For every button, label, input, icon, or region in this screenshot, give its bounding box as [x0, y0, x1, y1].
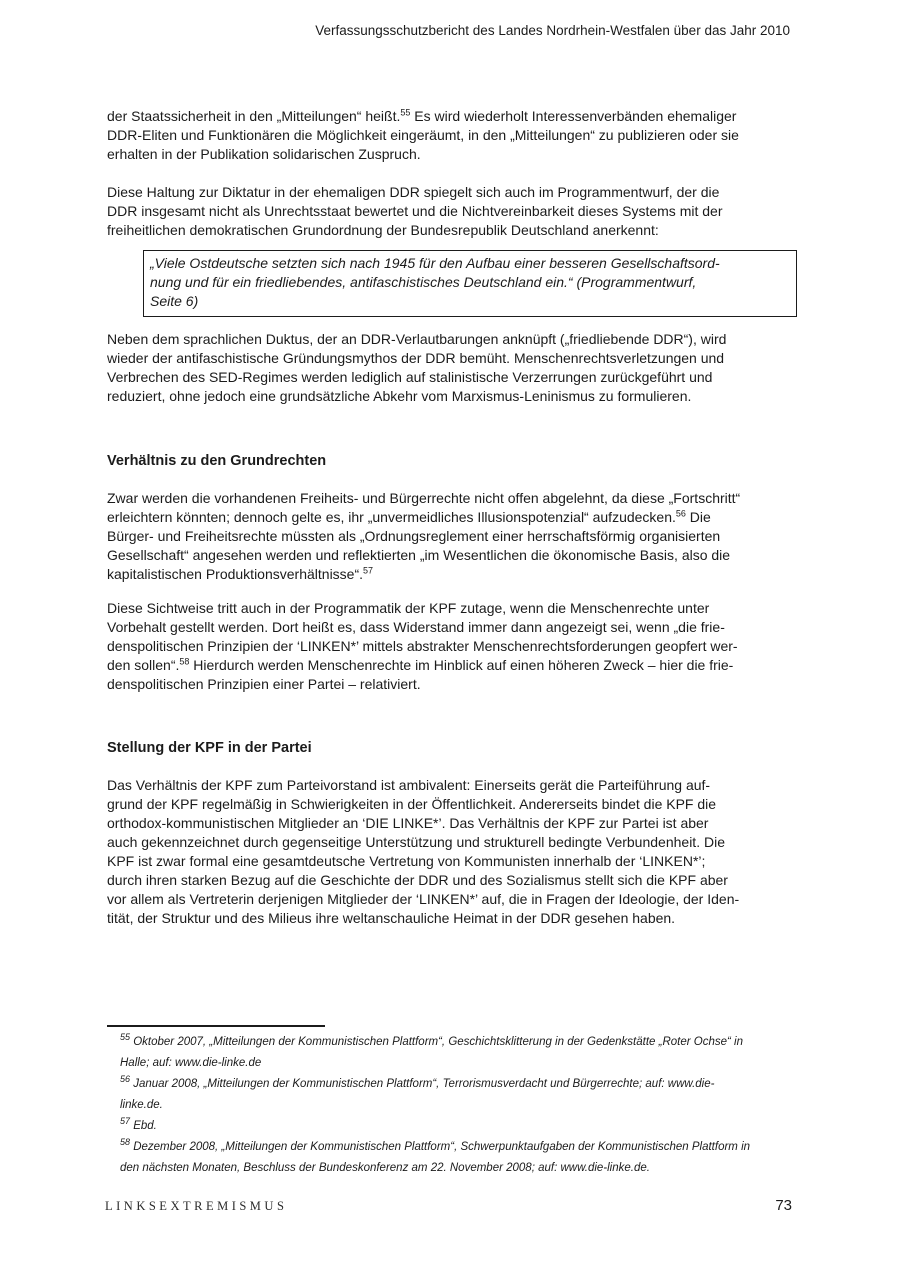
- footnote-marker: 55: [400, 107, 411, 118]
- text-line: denspolitischen Prinzipien der ‘LINKEN*’ mittels abstrakter Menschenrechtsforderungen geopfert wer-: [107, 638, 738, 654]
- text-line: denspolitischen Prinzipien einer Partei – relativiert.: [107, 676, 421, 692]
- text-line: Gesellschaft“ angesehen werden und reflektierten „im Wesentlichen die ökonomische Basis, also die: [107, 547, 731, 563]
- page-number: 73: [775, 1197, 792, 1214]
- text-line: grund der KPF regelmäßig in Schwierigkeiten in der Öffentlichkeit. Andererseits bindet die KPF die: [107, 796, 717, 812]
- text-line: freiheitlichen demokratischen Grundordnung der Bundesrepublik Deutschland anerkennt:: [107, 222, 659, 238]
- text-line: linke.de.: [120, 1099, 163, 1111]
- text-line: orthodox-kommunistischen Mitglieder an ‘DIE LINKE*’. Das Verhältnis der KPF zur Partei ist aber: [107, 815, 709, 831]
- text-line: der Staatssicherheit in den „Mitteilungen“ heißt.$^{55}$ Es wird wiederholt Interessenverbänden ehemaliger: [107, 107, 737, 124]
- text-line: vor allem als Vertreterin derjenigen Mitglieder der ‘LINKEN*’ auf, die in Fragen der Ideologie, der Iden-: [107, 891, 740, 907]
- text-line: reduziert, ohne jedoch eine grundsätzliche Abkehr vom Marxismus-Leninismus zu formulieren.: [107, 388, 692, 404]
- text-line: Neben dem sprachlichen Duktus, der an DDR-Verlautbarungen anknüpft („friedliebende DDR“), wird: [107, 331, 727, 347]
- text-line: Verbrechen des SED-Regimes werden lediglich auf stalinistische Verzerrungen zurückgeführt und: [107, 369, 713, 385]
- text-line: tität, der Struktur und des Milieus ihre weltanschauliche Heimat in der DDR gesehen haben.: [107, 910, 676, 926]
- text-line: Diese Sichtweise tritt auch in der Programmatik der KPF zutage, wenn die Menschenrechte unter: [107, 600, 710, 616]
- section-heading-stellung-kpf: Stellung der KPF in der Partei: [107, 740, 312, 756]
- text-line: Zwar werden die vorhandenen Freiheits- und Bürgerrechte nicht offen abgelehnt, da diese „Fortschritt“: [107, 490, 741, 506]
- paragraph-programmatik-kpf: [107, 599, 802, 694]
- paragraph-verhaeltnis-parteivorstand: [107, 776, 802, 928]
- section-heading-grundrechte: Verhältnis zu den Grundrechten: [107, 453, 327, 469]
- text-line: „Viele Ostdeutsche setzten sich nach 1945 für den Aufbau einer besseren Gesellschaftsord-: [150, 255, 720, 271]
- text-line: kapitalistischen Produktionsverhältnisse“.$^{57}$: [107, 565, 374, 582]
- text-line: Bürger- und Freiheitsrechte müssten als „Ordnungsreglement einer herrschaftsförmig organisierten: [107, 528, 721, 544]
- text-line: nung und für ein friedliebendes, antifaschistisches Deutschland ein.“ (Programmentwurf,: [150, 274, 697, 290]
- paragraph-mitteilungen: [107, 107, 802, 164]
- text-line: den sollen“.$^{58}$ Hierdurch werden Menschenrechte im Hinblick auf einen höheren Zweck – hier die frie-: [107, 656, 734, 673]
- footnote-55: [120, 1032, 810, 1074]
- text-line: Vorbehalt gestellt werden. Dort heißt es, dass Widerstand immer dann angezeigt sei, wenn „die frie-: [107, 619, 725, 635]
- text-line: $^{56}$ Januar 2008, „Mitteilungen der Kommunistischen Plattform“, Terrorismusverdacht und Bürgerrechte; auf: www.die-: [120, 1074, 715, 1090]
- footnote-marker: 57: [120, 1116, 131, 1127]
- footnote-marker: 56: [675, 508, 686, 519]
- page-header-title: Verfassungsschutzbericht des Landes Nordrhein-Westfalen über das Jahr 2010: [315, 23, 790, 38]
- text-line: durch ihren starken Bezug auf die Geschichte der DDR und des Sozialismus stellt sich die KPF aber: [107, 872, 728, 888]
- paragraph-freiheitsrechte: [107, 489, 802, 584]
- text-line: DDR-Eliten und Funktionären die Möglichkeit eingeräumt, in den „Mitteilungen“ zu publizieren oder sie: [107, 127, 739, 143]
- footnote-marker: 58: [179, 656, 190, 667]
- footnote-57: [120, 1116, 810, 1137]
- footer-section-label: LINKSEXTREMISMUS: [105, 1199, 288, 1213]
- text-line: wieder der antifaschistische Gründungsmythos der DDR bemüht. Menschenrechtsverletzungen und: [107, 350, 725, 366]
- text-line: erleichtern könnten; dennoch gelte es, ihr „unvermeidliches Illusionspotenzial“ aufzudecken.$^{56}$ Die: [107, 508, 711, 525]
- footnote-marker: 57: [363, 565, 374, 576]
- text-line: Diese Haltung zur Diktatur in der ehemaligen DDR spiegelt sich auch im Programmentwurf, der die: [107, 184, 720, 200]
- text-line: Halle; auf: www.die-linke.de: [120, 1057, 262, 1069]
- footnote-56: [120, 1074, 810, 1116]
- text-line: $^{58}$ Dezember 2008, „Mitteilungen der Kommunistischen Plattform“, Schwerpunktaufgaben der Kommunistischen Plattform in: [120, 1137, 751, 1153]
- page-footer: [105, 1197, 792, 1214]
- text-line: DDR insgesamt nicht als Unrechtsstaat bewertet und die Nichtvereinbarkeit dieses Systems mit der: [107, 203, 723, 219]
- text-line: $^{57}$ Ebd.: [120, 1116, 157, 1132]
- footnote-marker: 56: [120, 1074, 131, 1085]
- text-line: auch gekennzeichnet durch gegenseitige Unterstützung und strukturell bedingte Verbundenheit. Die: [107, 834, 725, 850]
- footnote-marker: 55: [120, 1032, 131, 1043]
- footnote-separator-rule: [107, 1025, 325, 1027]
- text-line: erhalten in der Publikation solidarischen Zuspruch.: [107, 146, 421, 162]
- text-line: den nächsten Monaten, Beschluss der Bundeskonferenz am 22. November 2008; auf: www.die-linke.de.: [120, 1162, 650, 1174]
- footnote-marker: 58: [120, 1137, 131, 1148]
- paragraph-sprachlicher-duktus: [107, 330, 802, 406]
- quote-box-programmentwurf: [143, 250, 797, 317]
- text-line: Das Verhältnis der KPF zum Parteivorstand ist ambivalent: Einerseits gerät die Parteiführung auf-: [107, 777, 711, 793]
- footnotes-section: [120, 1032, 810, 1179]
- footnote-58: [120, 1137, 810, 1179]
- text-line: $^{55}$ Oktober 2007, „Mitteilungen der Kommunistischen Plattform“, Geschichtsklitterung in der Gedenkstätte „Roter Ochse“ in: [120, 1032, 743, 1048]
- text-line: KPF ist zwar formal eine gesamtdeutsche Vertretung von Kommunisten innerhalb der ‘LINKEN*’;: [107, 853, 706, 869]
- paragraph-haltung-diktatur: [107, 183, 802, 240]
- text-line: Seite 6): [150, 293, 199, 309]
